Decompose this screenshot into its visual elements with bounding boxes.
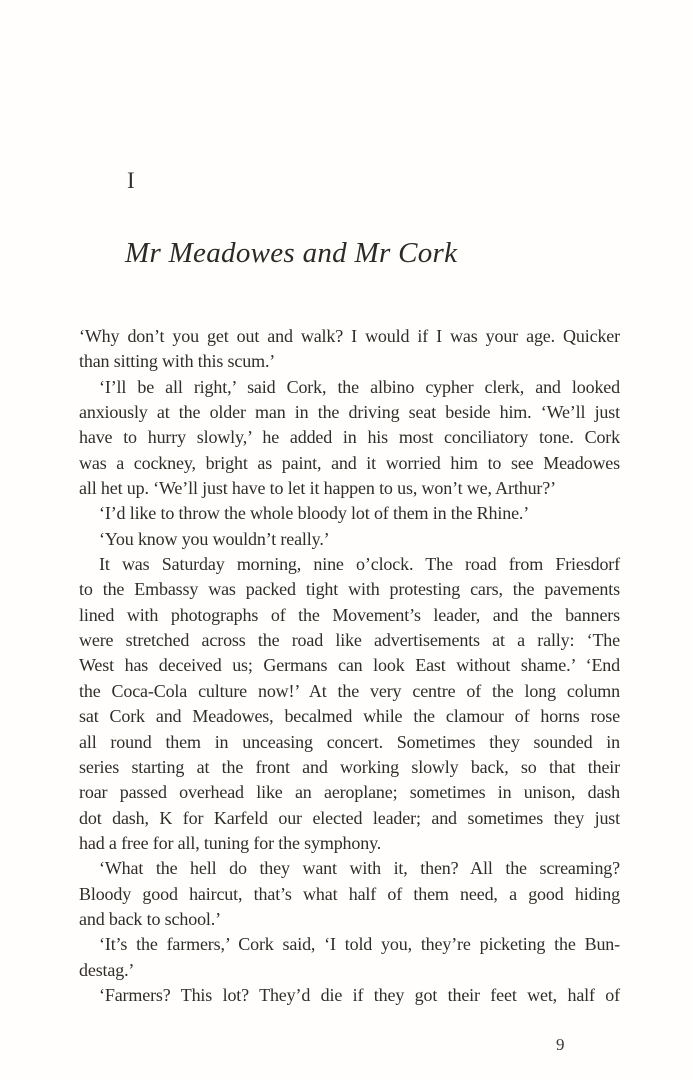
text-line: West has deceived us; Germans can look East without shame.’ ‘End (79, 655, 620, 676)
text-line: lined with photographs of the Movement’s leader, and the banners (79, 604, 620, 625)
text-block (79, 324, 620, 1008)
text-line: ‘I’ll be all right,’ said Cork, the albino cypher clerk, and looked (99, 376, 620, 397)
text-line: anxiously at the older man in the driving seat beside him. ‘We’ll just (79, 402, 620, 423)
text-line: all het up. ‘We’ll just have to let it happen to us, won’t we, Arthur?’ (79, 478, 556, 499)
text-line: were stretched across the road like advertisements at a rally: ‘The (79, 630, 620, 651)
text-line: have to hurry slowly,’ he added in his most conciliatory tone. Cork (79, 427, 620, 448)
text-line: ‘You know you wouldn’t really.’ (99, 528, 330, 549)
text-line: ‘Farmers? This lot? They’d die if they got their feet wet, half of (99, 984, 620, 1005)
text-line: to the Embassy was packed tight with protesting cars, the pavements (79, 579, 620, 600)
text-line: It was Saturday morning, nine o’clock. The road from Friesdorf (99, 554, 620, 575)
text-line: all round them in unceasing concert. Sometimes they sounded in (79, 731, 620, 752)
text-line: had a free for all, tuning for the symphony. (79, 832, 382, 853)
text-line: series starting at the front and working slowly back, so that their (79, 756, 620, 777)
chapter-number: I (127, 168, 135, 193)
text-line: destag.’ (79, 959, 135, 980)
text-line: roar passed overhead like an aeroplane; sometimes in unison, dash (79, 782, 620, 803)
text-line: was a cockney, bright as paint, and it worried him to see Meadowes (79, 452, 620, 473)
text-line: ‘I’d like to throw the whole bloody lot of them in the Rhine.’ (99, 503, 530, 524)
text-line: ‘Why don’t you get out and walk? I would if I was your age. Quicker (79, 326, 620, 346)
page-number: 9 (556, 1035, 565, 1054)
text-line: and back to school.’ (79, 908, 221, 929)
text-line: than sitting with this scum.’ (79, 351, 276, 372)
text-line: Bloody good haircut, that’s what half of them need, a good hiding (79, 883, 620, 904)
text-line: dot dash, K for Karfeld our elected leader; and sometimes they just (79, 807, 620, 828)
text-line: ‘What the hell do they want with it, then? All the screaming? (99, 858, 620, 879)
text-line: the Coca-Cola culture now!’ At the very centre of the long column (79, 680, 620, 701)
text-line: sat Cork and Meadowes, becalmed while the clamour of horns rose (79, 706, 620, 727)
chapter-title: Mr Meadowes and Mr Cork (125, 237, 458, 269)
text-line: ‘It’s the farmers,’ Cork said, ‘I told you, they’re picketing the Bun- (99, 934, 620, 955)
